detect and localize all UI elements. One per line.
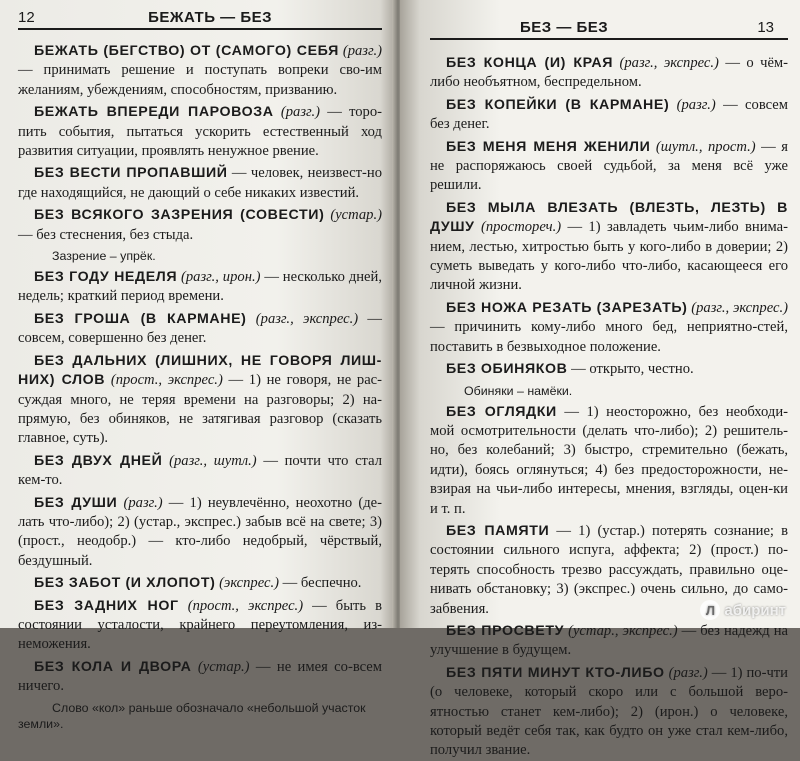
entry-label: (устар.) — [330, 207, 382, 224]
entry-headword: БЕЖАТЬ (БЕГСТВО) ОТ (САМОГО) СЕБЯ — [34, 43, 339, 59]
entry-label: (прост., экспрес.) — [187, 597, 304, 614]
entry-label: (разг.) — [676, 96, 716, 113]
entry-definition: — 1) (устар.) потерять сознание; в состоянии сильного испуга, аффекта; 2) (прост.) по-терять способность трезво рассуждать, правильно оце-нивать обстановку; 3) (экспрес.) очень сильно, до само-забвения. — [430, 522, 788, 617]
entry-list — [18, 42, 382, 732]
entry-label: (экспрес.) — [219, 575, 279, 592]
dictionary-entry — [18, 310, 382, 349]
entry-headword: БЕЗ ДАЛЬНИХ (ЛИШНИХ, НЕ ГОВОРЯ ЛИШ-НИХ) СЛОВ — [18, 352, 382, 389]
entry-definition: — 1) неосторожно, без необходи-мой осмотрительности (делать что-либо); 2) решитель-но, без колебаний; 3) быстро, стремительно (бежать, идти), боясь оглянуться; 4) без предосторожности, не-взирая на чьи-либо интересы, мнения, взгляды, оцен-ки и т. п. — [430, 403, 788, 517]
dictionary-entry — [18, 494, 382, 572]
entry-definition: — открыто, честно. — [567, 361, 694, 378]
entry-headword: БЕЗ МЫЛА ВЛЕЗАТЬ (ВЛЕЗТЬ, ЛЕЗТЬ) В ДУШУ — [430, 199, 788, 236]
dictionary-entry — [430, 96, 788, 135]
entry-label: (устар., экспрес.) — [568, 622, 678, 639]
entry-headword: БЕЗ КОЛА И ДВОРА — [34, 658, 192, 675]
entry-headword: БЕЗ ГОДУ НЕДЕЛЯ — [34, 269, 178, 286]
entry-definition: — о чём-либо необъятном, беспредельном. — [430, 55, 789, 91]
entry-headword: БЕЗ ВСЯКОГО ЗАЗРЕНИЯ (СОВЕСТИ) — [34, 207, 325, 224]
entry-headword: БЕЗ КОПЕЙКИ (В КАРМАНЕ) — [446, 96, 670, 113]
left-page-header — [18, 2, 382, 30]
entry-note: Зазрение – упрёк. — [52, 249, 156, 264]
entry-headword: БЕЗ ПЯТИ МИНУТ КТО-ЛИБО — [446, 664, 665, 681]
entry-definition: — я не распоряжаюсь своей судьбой, за меня всё уже решили. — [430, 138, 788, 194]
dictionary-entry — [18, 206, 382, 245]
entry-label: (разг.) — [668, 664, 708, 681]
dictionary-entry — [18, 164, 382, 203]
entry-definition: — человек, неизвест-но где находящийся, не дающий о себе никаких известий. — [18, 165, 382, 201]
dictionary-entry — [430, 403, 788, 519]
watermark-text: абиринт — [724, 601, 786, 619]
entry-definition: — причинить кому-либо много бед, неприятно-стей, поставить в безвыходное положение. — [430, 319, 788, 355]
dictionary-entry — [430, 622, 788, 661]
entry-definition: — беспечно. — [278, 575, 362, 592]
entry-label: (разг., экспрес.) — [255, 310, 359, 327]
entry-definition: — почти что стал кем-то. — [18, 452, 382, 489]
entry-headword: БЕЗ ОГЛЯДКИ — [446, 403, 557, 420]
entry-headword: БЕЗ МЕНЯ МЕНЯ ЖЕНИЛИ — [446, 138, 651, 155]
entry-headword: БЕЗ НОЖА РЕЗАТЬ (ЗАРЕЗАТЬ) — [446, 299, 688, 316]
entry-headword: БЕЗ ПРОСВЕТУ — [446, 622, 565, 639]
entry-definition: — торо-пить события, пытаться ускорить естественный ход развития ситуации, проявлять ненужное рвение. — [18, 104, 382, 160]
entry-definition: — без стеснения, без стыда. — [18, 226, 194, 243]
entry-headword: БЕЗ ПАМЯТИ — [446, 522, 550, 539]
labirint-logo-icon: Л — [700, 600, 720, 620]
dictionary-entry — [430, 199, 788, 296]
entry-headword: БЕЗ КОНЦА (И) КРАЯ — [446, 55, 614, 71]
dictionary-entry — [430, 360, 788, 379]
entry-label: (разг., экспрес.) — [691, 299, 788, 316]
dictionary-entry — [18, 597, 382, 655]
dictionary-entry — [18, 352, 382, 449]
entry-definition: — принимать решение и поступать вопреки сво-им желаниям, убеждениям, способностям, призванию. — [18, 62, 382, 98]
running-head: БЕЖАТЬ — БЕЗ — [148, 9, 272, 26]
dictionary-entry — [430, 138, 788, 196]
entry-list — [430, 54, 788, 761]
dictionary-entry — [18, 574, 382, 593]
entry-definition: — совсем, совершенно без денег. — [18, 310, 382, 347]
entry-label: (разг., ирон.) — [181, 269, 261, 286]
running-head: БЕЗ — БЕЗ — [520, 19, 609, 36]
entry-headword: БЕЗ ГРОША (В КАРМАНЕ) — [34, 310, 247, 327]
entry-definition: — без надежд на улучшение в будущем. — [430, 622, 788, 659]
entry-label: (разг.) — [123, 494, 163, 511]
entry-definition: — несколько дней, недель; краткий период времени. — [18, 269, 382, 305]
dictionary-entry — [430, 299, 788, 357]
entry-label: (разг., шутл.) — [169, 452, 257, 469]
entry-definition: — 1) не говоря, не рас-суждая много, не теряя времени на разговоры; 2) на-прямую, без обиняков, не затягивая разговор (сказать главное, суть). — [18, 372, 383, 447]
dictionary-entry — [430, 664, 788, 761]
entry-label: (прост., экспрес.) — [110, 372, 223, 389]
dictionary-entry — [18, 42, 382, 100]
page-number: 12 — [18, 9, 35, 26]
watermark-logo — [700, 600, 786, 620]
entry-label: (устар.) — [197, 658, 250, 675]
entry-headword: БЕЗ ЗАБОТ (И ХЛОПОТ) — [34, 575, 216, 592]
entry-label: (шутл., прост.) — [655, 138, 756, 155]
entry-label: (разг.) — [280, 104, 321, 121]
entry-note: Слово «кол» раньше обозначало «небольшой участок земли». — [18, 700, 366, 731]
dictionary-entry — [18, 452, 382, 491]
entry-definition: — быть в состоянии усталости, крайнего переутомления, из-неможения. — [18, 597, 382, 653]
entry-headword: БЕЖАТЬ ВПЕРЕДИ ПАРОВОЗА — [34, 104, 274, 121]
entry-note: Обиняки – намёки. — [464, 383, 573, 398]
entry-headword: БЕЗ ОБИНЯКОВ — [446, 361, 568, 378]
right-page — [400, 0, 800, 759]
dictionary-entry — [18, 658, 382, 697]
entry-definition: — 1) по-чти (о человеке, который скоро или с большой веро-ятностью станет кем-либо); 2) (ирон.) о человеке, который ведёт себя так, как будто он уже стал кем-либо, получил звание. — [430, 664, 788, 759]
entry-definition: — 1) завладеть чьим-либо внима-нием, лестью, хитростью быть у кого-либо в доверии; 2) суметь выведать у кого-либо что-либо, касающееся его личной жизни. — [430, 219, 789, 294]
entry-headword: БЕЗ ВЕСТИ ПРОПАВШИЙ — [34, 165, 228, 182]
dictionary-entry — [430, 54, 788, 93]
page-number: 13 — [757, 19, 774, 36]
dictionary-entry — [18, 103, 382, 161]
entry-headword: БЕЗ ЗАДНИХ НОГ — [34, 597, 179, 614]
right-page-header — [430, 12, 788, 40]
entry-headword: БЕЗ ДУШИ — [34, 494, 118, 511]
entry-definition: — совсем без денег. — [430, 96, 788, 133]
entry-label: (простореч.) — [480, 219, 562, 236]
entry-definition: — 1) неувлечённо, неохотно (де-лать что-либо); 2) (устар., экспрес.) забыв всё на свете; 3) (прост., неодобр.) — кто-либо недобрый, чёрствый, бездушный. — [18, 494, 382, 569]
dictionary-entry — [18, 268, 382, 307]
entry-headword: БЕЗ ДВУХ ДНЕЙ — [34, 452, 163, 469]
entry-label: (разг.) — [342, 43, 382, 59]
left-page — [0, 0, 396, 731]
entry-definition: — не имея со-всем ничего. — [18, 658, 382, 695]
entry-label: (разг., экспрес.) — [619, 55, 719, 71]
